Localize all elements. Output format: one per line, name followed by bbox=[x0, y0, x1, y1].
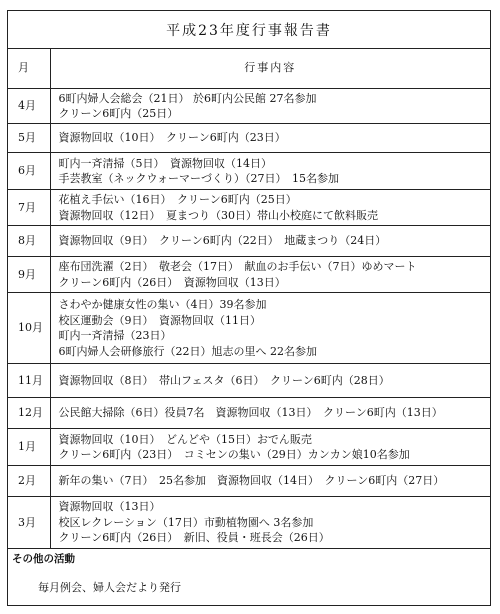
content-cell bbox=[50, 226, 490, 257]
event-line: 町内一斉清掃（23日） bbox=[58, 329, 172, 342]
month-cell: 5月 bbox=[8, 124, 50, 153]
report-page bbox=[7, 10, 491, 606]
content-cell bbox=[50, 257, 490, 293]
month-cell: 11月 bbox=[8, 364, 50, 398]
table-row bbox=[8, 226, 490, 257]
month-cell: 4月 bbox=[8, 89, 50, 124]
table-row bbox=[8, 466, 490, 497]
table-row bbox=[8, 89, 490, 124]
table-row bbox=[8, 364, 490, 398]
event-line: 資源物回収（13日） bbox=[58, 500, 161, 514]
event-line: 資源物回収（10日） どんどや（15日）おでん販売 bbox=[58, 432, 312, 446]
table-row bbox=[8, 124, 490, 153]
table-row bbox=[8, 257, 490, 293]
table-row bbox=[8, 190, 490, 226]
event-line: 6町内婦人会研修旅行（22日）旭志の里へ 22名参加 bbox=[58, 344, 317, 358]
table-header-row bbox=[8, 48, 490, 89]
table-row bbox=[8, 429, 490, 466]
event-line: 校区レクレーション（17日）市動植物園へ 3名参加 bbox=[58, 515, 314, 529]
content-cell bbox=[50, 293, 490, 364]
event-line: 資源物回収（8日） 帯山フェスタ（6日） クリーン6町内（28日） bbox=[58, 373, 390, 387]
content-cell bbox=[50, 153, 490, 190]
month-cell: 6月 bbox=[8, 153, 50, 190]
table-row bbox=[8, 497, 490, 549]
events-table bbox=[8, 48, 490, 549]
table-row bbox=[8, 153, 490, 190]
event-line: 校区運動会（9日） 資源物回収（11日） bbox=[58, 313, 261, 327]
event-line: 町内一斉清掃（5日） 資源物回収（14日） bbox=[58, 156, 272, 170]
content-cell bbox=[50, 124, 490, 153]
event-line: 公民館大掃除（6日）役員7名 資源物回収（13日） クリーン6町内（13日） bbox=[58, 406, 443, 420]
event-line: 6町内婦人会総会（21日） 於6町内公民館 27名参加 bbox=[58, 91, 317, 105]
event-line: 資源物回収（12日） 夏まつり（30日）帯山小校庭にて飲料販売 bbox=[58, 208, 378, 222]
month-cell: 9月 bbox=[8, 257, 50, 293]
content-cell bbox=[50, 190, 490, 226]
content-cell bbox=[50, 89, 490, 124]
event-line: 手芸教室（ネックウォーマーづくり）（27日） 15名参加 bbox=[58, 172, 340, 185]
event-line: さわやか健康女性の集い（4日）39名参加 bbox=[58, 298, 267, 311]
table-row bbox=[8, 293, 490, 364]
event-line: 資源物回収（10日） クリーン6町内（23日） bbox=[58, 131, 286, 145]
month-cell: 12月 bbox=[8, 398, 50, 429]
content-cell bbox=[50, 429, 490, 466]
other-activities-heading: その他の活動 bbox=[12, 553, 75, 565]
content-header: 行事内容 bbox=[50, 48, 490, 89]
month-cell: 3月 bbox=[8, 497, 50, 549]
table-row bbox=[8, 398, 490, 429]
event-line: 資源物回収（9日） クリーン6町内（22日） 地蔵まつり（24日） bbox=[58, 234, 387, 248]
month-cell: 10月 bbox=[8, 293, 50, 364]
month-cell: 7月 bbox=[8, 190, 50, 226]
month-cell: 8月 bbox=[8, 226, 50, 257]
event-line: クリーン6町内（26日） 新旧、役員・班長会（26日） bbox=[58, 531, 330, 545]
document-title: 平成23年度行事報告書 bbox=[8, 11, 490, 49]
other-activities bbox=[8, 552, 490, 595]
event-line: クリーン6町内（25日） bbox=[58, 107, 179, 120]
event-line: クリーン6町内（23日） コミセンの集い（29日）カンカン娘10名参加 bbox=[58, 448, 410, 461]
event-line: 花植え手伝い（16日） クリーン6町内（25日） bbox=[58, 193, 297, 206]
content-cell bbox=[50, 364, 490, 398]
event-line: 新年の集い（7日） 25名参加 資源物回収（14日） クリーン6町内（27日） bbox=[58, 474, 445, 488]
month-cell: 2月 bbox=[8, 466, 50, 497]
content-cell bbox=[50, 466, 490, 497]
month-header: 月 bbox=[8, 48, 50, 89]
content-cell bbox=[50, 398, 490, 429]
content-cell bbox=[50, 497, 490, 549]
event-line: クリーン6町内（26日） 資源物回収（13日） bbox=[58, 275, 286, 289]
month-cell: 1月 bbox=[8, 429, 50, 466]
other-activities-text: 毎月例会、婦人会だより発行 bbox=[38, 581, 181, 594]
event-line: 座布団洗濯（2日） 敬老会（17日） 献血のお手伝い（7日）ゆめマート bbox=[58, 260, 417, 273]
